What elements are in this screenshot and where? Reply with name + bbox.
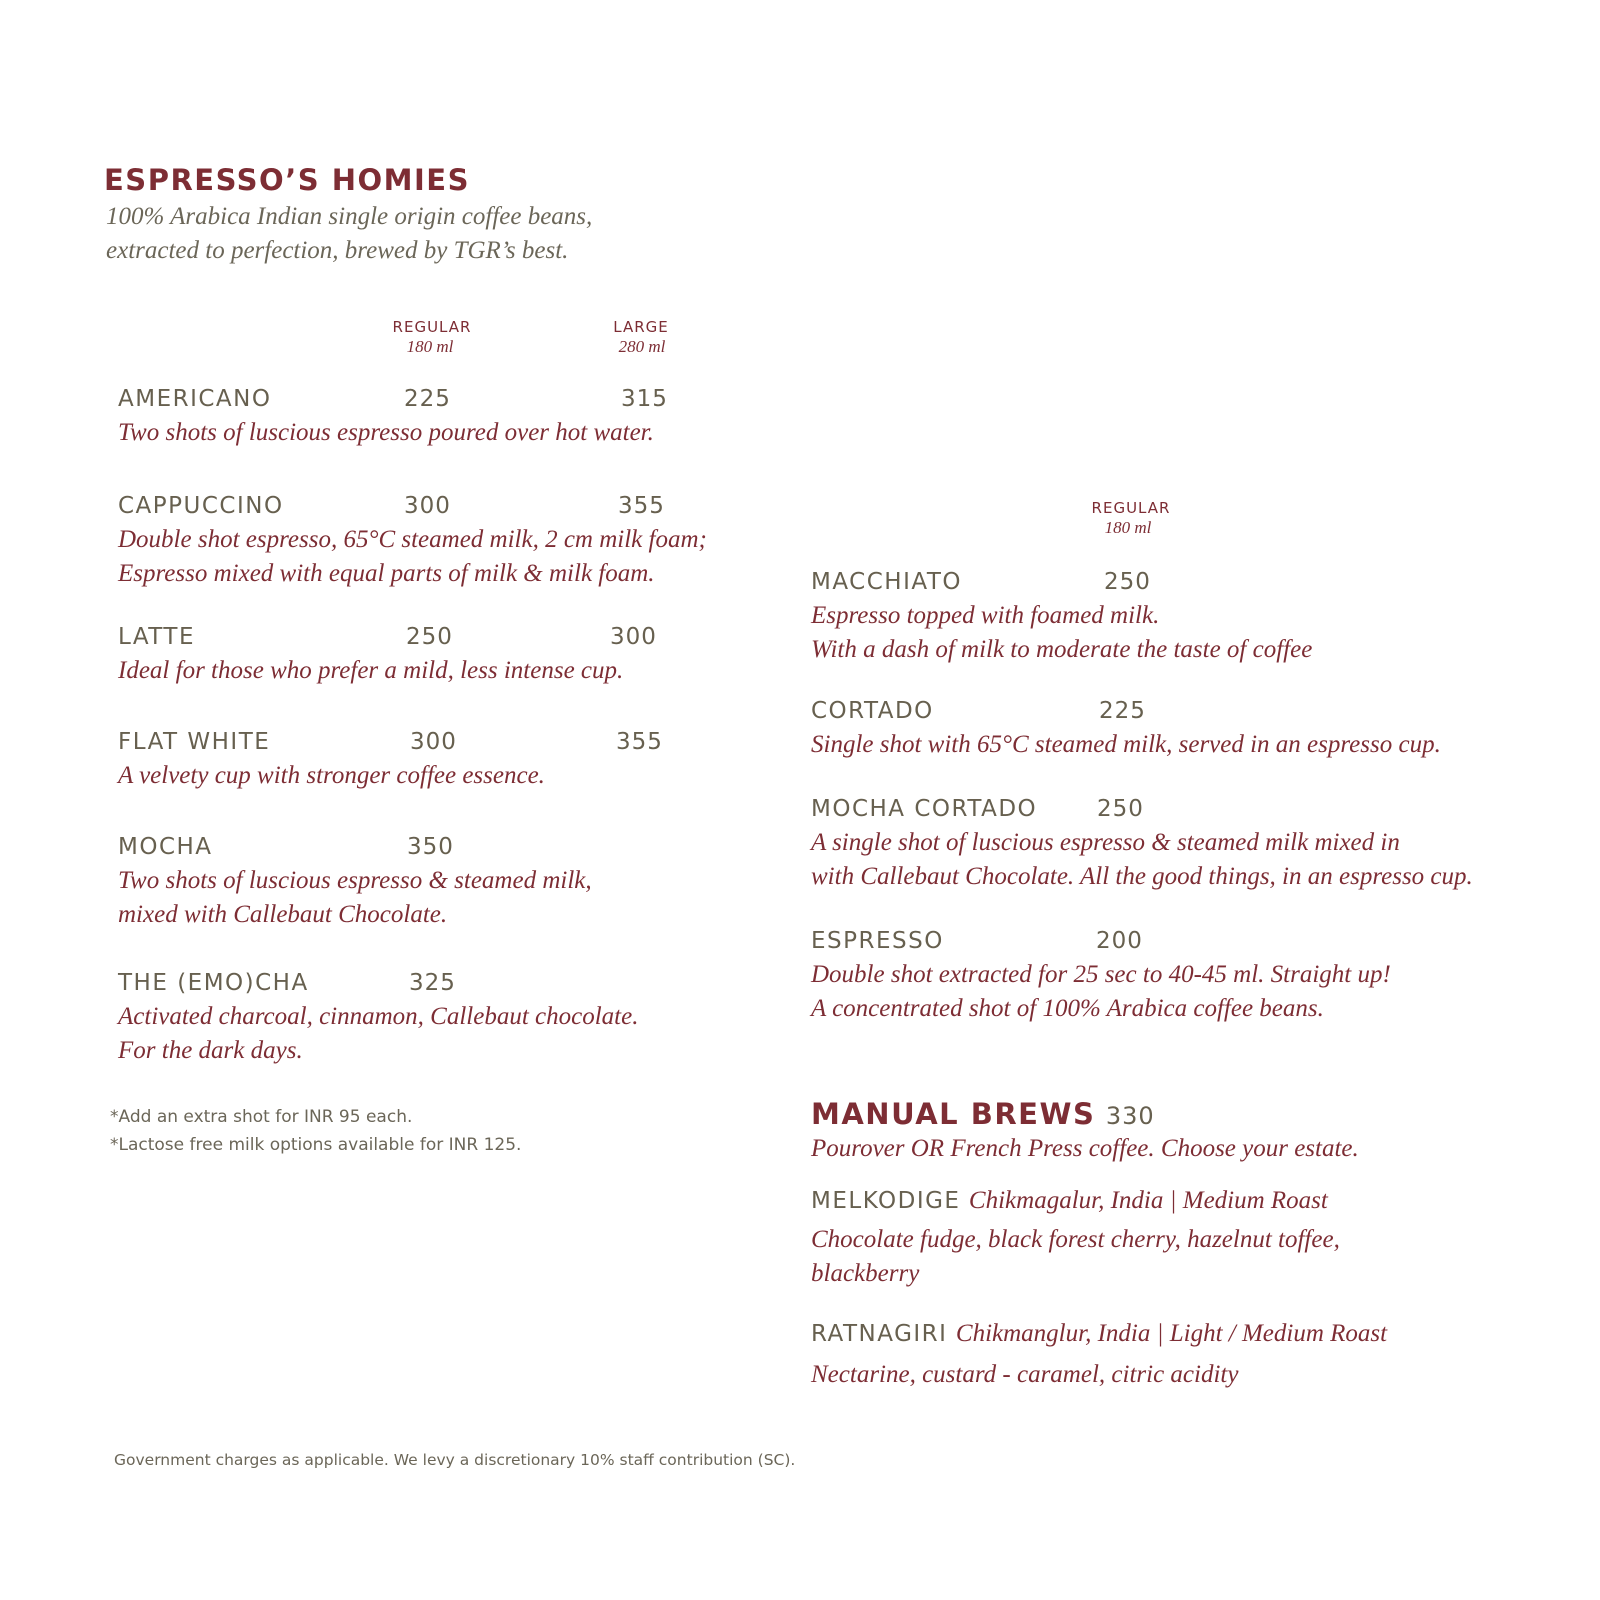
item-name: MOCHA (118, 834, 213, 860)
estate-name: RATNAGIRI (811, 1321, 948, 1347)
item-price-regular: 300 (404, 493, 451, 519)
subtitle-line: 100% Arabica Indian single origin coffee beans, (106, 203, 593, 230)
manual-brews-heading (811, 1097, 1155, 1131)
section-subtitle (106, 200, 592, 268)
item-description (118, 523, 707, 591)
estate-info: Chikmanglur, India | Light / Medium Roast (955, 1320, 1388, 1347)
item-price-regular: 350 (407, 834, 454, 860)
large-column-label: LARGE (613, 318, 669, 336)
item-description (811, 728, 1441, 762)
item-price-regular: 250 (1097, 796, 1144, 822)
item-price-large: 315 (621, 386, 668, 412)
tasting-notes-line: Chocolate fudge, black forest cherry, hazelnut toffee, (811, 1226, 1340, 1253)
item-description (118, 759, 545, 793)
description-line: With a dash of milk to moderate the taste of coffee (811, 636, 1313, 663)
item-name: MACCHIATO (811, 569, 962, 595)
manual-brews-price: 330 (1105, 1102, 1155, 1130)
item-price-large: 300 (610, 624, 657, 650)
item-name: CORTADO (811, 698, 934, 724)
item-price-regular: 300 (410, 729, 457, 755)
extras-notes (110, 1103, 521, 1159)
description-line: Two shots of luscious espresso & steamed milk, (118, 867, 592, 894)
estate-tasting-notes (811, 1358, 1238, 1392)
description-line: Single shot with 65°C steamed milk, served in an espresso cup. (811, 731, 1441, 758)
description-line: Double shot extracted for 25 sec to 40-45 ml. Straight up! (811, 961, 1391, 988)
item-description (811, 599, 1312, 667)
item-price-large: 355 (618, 493, 665, 519)
item-description (118, 1000, 638, 1068)
estate-info: Chikmagalur, India | Medium Roast (968, 1187, 1328, 1214)
description-line: Ideal for those who prefer a mild, less intense cup. (118, 657, 624, 684)
section-title: ESPRESSO’S HOMIES (104, 163, 470, 197)
regular-column-size: 180 ml (406, 337, 454, 356)
item-price-regular: 225 (1099, 698, 1146, 724)
item-name: AMERICANO (118, 386, 272, 412)
description-line: A velvety cup with stronger coffee essence. (118, 762, 545, 789)
estate-name: MELKODIGE (811, 1188, 961, 1214)
item-description (118, 416, 654, 450)
item-name: ESPRESSO (811, 928, 944, 954)
description-line: Activated charcoal, cinnamon, Callebaut chocolate. (118, 1003, 639, 1030)
item-name: CAPPUCCINO (118, 493, 284, 519)
item-price-regular: 325 (409, 970, 456, 996)
estate-heading (811, 1187, 1328, 1215)
item-name: LATTE (118, 624, 196, 650)
regular-column-label: REGULAR (1091, 499, 1171, 517)
description-line: For the dark days. (118, 1037, 303, 1064)
description-line: with Callebaut Chocolate. All the good things, in an espresso cup. (811, 863, 1473, 890)
footer-note: Government charges as applicable. We levy a discretionary 10% staff contribution (SC). (114, 1451, 796, 1469)
description-line: Espresso topped with foamed milk. (811, 602, 1160, 629)
item-price-regular: 200 (1096, 928, 1143, 954)
description-line: A concentrated shot of 100% Arabica coffee beans. (811, 995, 1324, 1022)
item-description (118, 864, 592, 932)
item-name: MOCHA CORTADO (811, 796, 1038, 822)
item-description (118, 654, 623, 688)
regular-column-size: 180 ml (1104, 518, 1152, 537)
tasting-notes-line: blackberry (811, 1260, 920, 1287)
item-price-large: 355 (616, 729, 663, 755)
manual-brews-title: MANUAL BREWS (811, 1097, 1096, 1131)
item-price-regular: 250 (1104, 569, 1151, 595)
subtitle-line: extracted to perfection, brewed by TGR’s best. (106, 237, 569, 264)
manual-brews-description: Pourover OR French Press coffee. Choose your estate. (811, 1135, 1359, 1162)
description-line: Two shots of luscious espresso poured over hot water. (118, 419, 654, 446)
regular-column-label: REGULAR (392, 318, 472, 336)
description-line: Double shot espresso, 65°C steamed milk, 2 cm milk foam; (118, 526, 707, 553)
tasting-notes-line: Nectarine, custard - caramel, citric acidity (811, 1361, 1239, 1388)
note-line: *Add an extra shot for INR 95 each. (110, 1107, 413, 1127)
estate-heading (811, 1320, 1387, 1348)
item-description (811, 826, 1473, 894)
estate-tasting-notes (811, 1223, 1340, 1291)
item-price-regular: 250 (406, 624, 453, 650)
item-name: FLAT WHITE (118, 729, 271, 755)
item-description (811, 958, 1391, 1026)
description-line: Espresso mixed with equal parts of milk & milk foam. (118, 560, 655, 587)
note-line: *Lactose free milk options available for INR 125. (110, 1135, 522, 1155)
description-line: A single shot of luscious espresso & steamed milk mixed in (811, 829, 1400, 856)
item-name: THE (EMO)CHA (118, 970, 309, 996)
item-price-regular: 225 (404, 386, 451, 412)
large-column-size: 280 ml (618, 337, 666, 356)
description-line: mixed with Callebaut Chocolate. (118, 901, 448, 928)
